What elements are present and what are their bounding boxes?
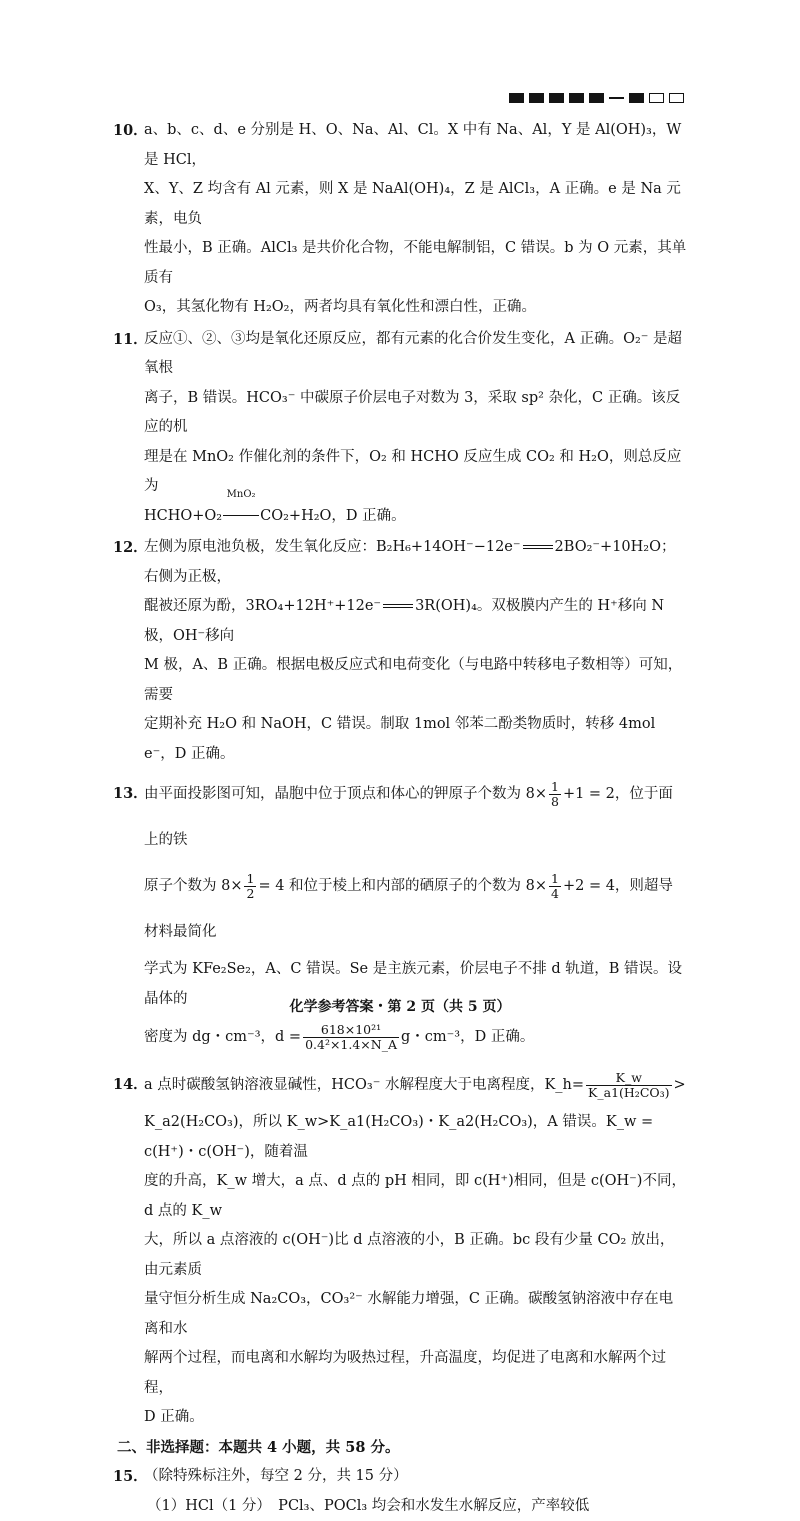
fraction — [303, 1023, 399, 1052]
equation-line — [144, 502, 687, 532]
fraction — [549, 872, 561, 901]
text-line: 度的升高，K_w 增大，a 点、d 点的 pH 相同，即 c(H⁺)相同，但是 c(OH⁻)不同，d 点的 K_w — [144, 1167, 687, 1226]
text-line: 离子，B 错误。HCO₃⁻ 中碳原子价层电子对数为 3，采取 sp² 杂化，C 正确。该反应的机 — [144, 384, 687, 443]
denominator: 2 — [244, 887, 256, 901]
text-line — [144, 592, 687, 651]
text-line: 理是在 MnO₂ 作催化剂的条件下，O₂ 和 HCHO 反应生成 CO₂ 和 H₂O，则总反应为 — [144, 443, 687, 502]
denominator: K_a1(H₂CO₃) — [586, 1086, 671, 1100]
text-line: X、Y、Z 均含有 Al 元素，则 X 是 NaAl(OH)₄，Z 是 AlCl₃，A 正确。e 是 Na 元素，电负 — [144, 175, 687, 234]
header-mark — [629, 93, 644, 103]
numerator: 1 — [549, 872, 561, 887]
question-12 — [117, 533, 687, 769]
page-footer: 化学参考答案・第 2 页（共 5 页） — [0, 996, 800, 1016]
text-line: a、b、c、d、e 分别是 H、O、Na、Al、Cl。X 中有 Na、Al，Y 是 Al(OH)₃，W 是 HCl， — [144, 116, 687, 175]
text-line: O₃，其氢化物有 H₂O₂，两者均具有氧化性和漂白性，正确。 — [144, 293, 687, 323]
text-span: = 4 和位于棱上和内部的硒原子的个数为 8× — [258, 878, 547, 894]
denominator: 4 — [549, 887, 561, 901]
answer-content — [117, 116, 687, 1521]
question-number: 14． — [113, 1070, 148, 1100]
question-number: 15． — [113, 1462, 148, 1492]
question-number: 10． — [113, 116, 148, 146]
text-line — [144, 1014, 687, 1060]
header-mark — [549, 93, 564, 103]
numerator: 1 — [549, 780, 561, 795]
header-mark — [669, 93, 684, 103]
question-13 — [117, 771, 687, 1060]
text-line: M 极，A、B 正确。根据电极反应式和电荷变化（与电路中转移电子数相等）可知，需要 — [144, 651, 687, 710]
fraction — [549, 780, 561, 809]
numerator: 618×10²¹ — [303, 1023, 399, 1038]
text-span: 原子个数为 8× — [144, 878, 242, 894]
text-line: （除特殊标注外，每空 2 分，共 15 分） — [144, 1462, 687, 1492]
question-15 — [117, 1462, 687, 1492]
text-span: g・cm⁻³，D 正确。 — [401, 1029, 534, 1045]
question-number: 13． — [113, 779, 148, 809]
question-number: 11． — [113, 325, 148, 355]
question-11 — [117, 325, 687, 532]
equation-left: HCHO+O₂ — [144, 508, 222, 524]
header-mark — [509, 93, 524, 103]
answer-line: （1）HCl（1 分） PCl₃、POCl₃ 均会和水发生水解反应，产率较低 — [117, 1492, 687, 1521]
header-mark — [529, 93, 544, 103]
text-line — [144, 863, 687, 955]
text-line: 大，所以 a 点溶液的 c(OH⁻)比 d 点溶液的小，B 正确。bc 段有少量 CO₂ 放出，由元素质 — [144, 1226, 687, 1285]
numerator: 1 — [244, 872, 256, 887]
header-marks — [509, 93, 689, 103]
header-mark — [649, 93, 664, 103]
text-line: D 正确。 — [144, 1403, 687, 1433]
text-line: 性最小，B 正确。AlCl₃ 是共价化合物，不能电解制铝，C 错误。b 为 O 元素，其单质有 — [144, 234, 687, 293]
text-span: > — [674, 1077, 686, 1093]
fraction — [586, 1071, 671, 1100]
header-mark — [569, 93, 584, 103]
denominator: 8 — [549, 795, 561, 809]
header-mark — [589, 93, 604, 103]
text-line: 反应①、②、③均是氧化还原反应，都有元素的化合价发生变化，A 正确。O₂⁻ 是超氧根 — [144, 325, 687, 384]
equation-right: CO₂+H₂O，D 正确。 — [260, 508, 406, 524]
question-number: 12． — [113, 533, 148, 563]
text-span: 由平面投影图可知，晶胞中位于顶点和体心的钾原子个数为 8× — [144, 786, 547, 802]
equation-left: 左侧为原电池负极，发生氧化反应：B₂H₆+14OH⁻−12e⁻ — [144, 539, 521, 555]
header-mark — [609, 97, 624, 99]
text-line — [144, 1062, 687, 1108]
section-heading: 二、非选择题：本题共 4 小题，共 58 分。 — [117, 1433, 687, 1463]
text-line: K_a2(H₂CO₃)，所以 K_w>K_a1(H₂CO₃)・K_a2(H₂CO₃)，A 错误。K_w = c(H⁺)・c(OH⁻)，随着温 — [144, 1108, 687, 1167]
equation-right: 3R(OH)₄。双极膜内产生的 H⁺移向 N 极，OH⁻移向 — [144, 598, 664, 644]
text-line: 量守恒分析生成 Na₂CO₃，CO₃²⁻ 水解能力增强，C 正确。碳酸氢钠溶液中存在电离和水 — [144, 1285, 687, 1344]
catalyst-arrow — [222, 502, 260, 532]
text-line — [144, 771, 687, 863]
equals-sign — [523, 545, 553, 549]
equation-left: 醌被还原为酚，3RO₄+12H⁺+12e⁻ — [144, 598, 381, 614]
text-span: +1 = 2，位于面上的铁 — [144, 786, 673, 848]
numerator: K_w — [586, 1071, 671, 1086]
text-line: 学式为 KFe₂Se₂，A、C 错误。Se 是主族元素，价层电子不排 d 轨道，B 错误。设晶体的 — [144, 955, 687, 1014]
fraction — [244, 872, 256, 901]
text-span: a 点时碳酸氢钠溶液显碱性，HCO₃⁻ 水解程度大于电离程度，K_h= — [144, 1077, 584, 1093]
denominator: 0.4²×1.4×N_A — [303, 1038, 399, 1052]
text-span: 密度为 dg・cm⁻³，d = — [144, 1029, 301, 1045]
question-14 — [117, 1062, 687, 1433]
question-10 — [117, 116, 687, 323]
text-line: 解两个过程，而电离和水解均为吸热过程，升高温度，均促进了电离和水解两个过程， — [144, 1344, 687, 1403]
text-line: 定期补充 H₂O 和 NaOH，C 错误。制取 1mol 邻苯二酚类物质时，转移 4mol e⁻，D 正确。 — [144, 710, 687, 769]
text-line — [144, 533, 687, 592]
equals-sign — [383, 604, 413, 608]
equation-right: 2BO₂⁻+10H₂O；右侧为正极， — [144, 539, 676, 585]
text-span: +2 = 4，则超导材料最简化 — [144, 878, 673, 940]
catalyst-label: MnO₂ — [222, 489, 260, 501]
